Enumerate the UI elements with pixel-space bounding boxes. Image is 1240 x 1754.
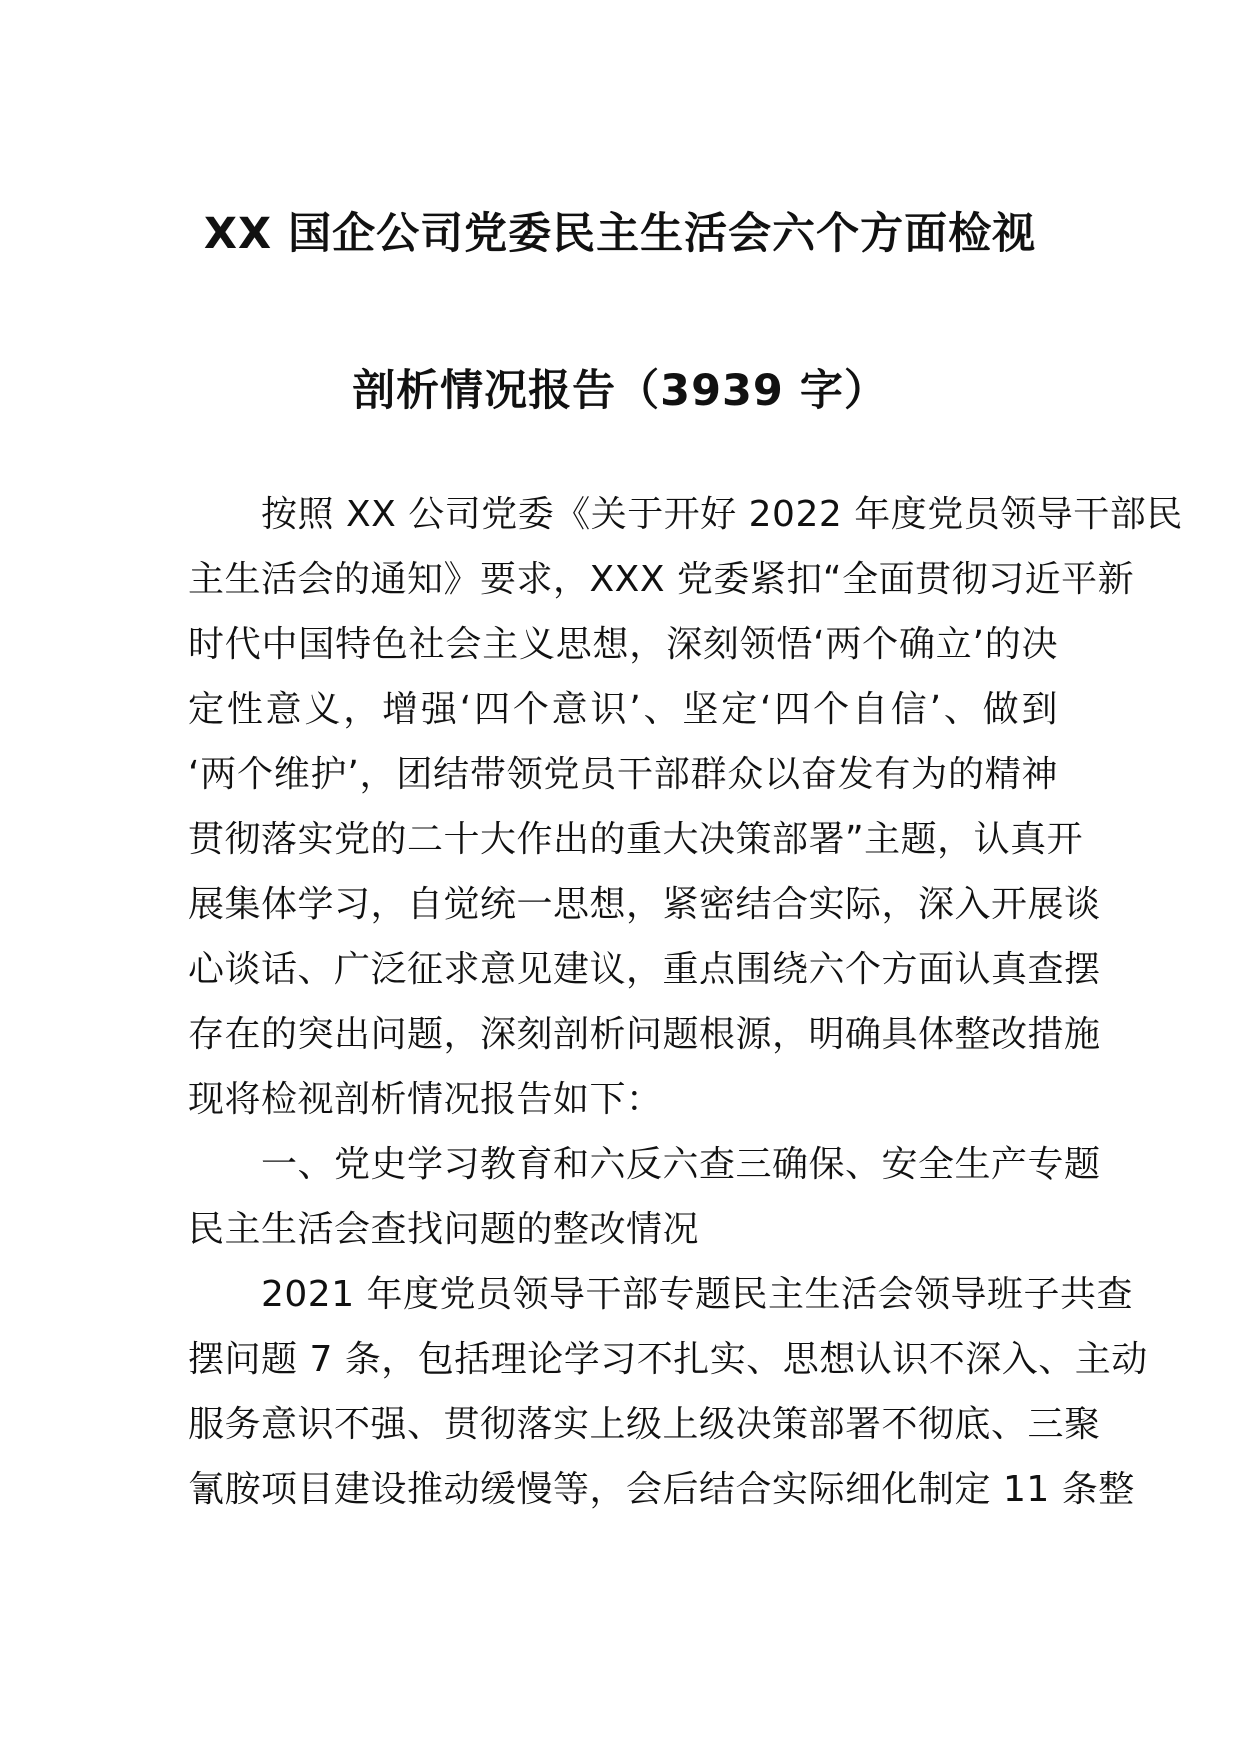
body-line: 时代中国特色社会主义思想，深刻领悟‘两个确立’的决: [188, 624, 1058, 665]
body-line: 按照 XX 公司党委《关于开好 2022 年度党员领导干部民: [188, 494, 1183, 535]
body-line: 主生活会的通知》要求，XXX 党委紧扣“全面贯彻习近平新: [188, 559, 1135, 600]
body-line: 存在的突出问题，深刻剖析问题根源，明确具体整改措施: [188, 1014, 1101, 1055]
body-line: 2021 年度党员领导干部专题民主生活会领导班子共查: [188, 1274, 1134, 1315]
body-line: 定性意义，增强‘四个意识’、坚定‘四个自信’、做到: [188, 689, 1058, 730]
body-line: 心谈话、广泛征求意见建议，重点围绕六个方面认真查摆: [188, 949, 1101, 990]
body-line: 服务意识不强、贯彻落实上级上级决策部署不彻底、三聚: [188, 1404, 1101, 1445]
body-line: 摆问题 7 条，包括理论学习不扎实、思想认识不深入、主动: [188, 1339, 1148, 1380]
body-line: 现将检视剖析情况报告如下：: [188, 1079, 663, 1120]
body-line: 展集体学习，自觉统一思想，紧密结合实际，深入开展谈: [188, 884, 1101, 925]
body-line: 贯彻落实党的二十大作出的重大决策部署”主题，认真开: [188, 819, 1084, 860]
section-heading-line: 民主生活会查找问题的整改情况: [188, 1209, 700, 1250]
body-line: ‘两个维护’，团结带领党员干部群众以奋发有为的精神: [188, 754, 1058, 795]
section-heading-line: 一、党史学习教育和六反六查三确保、安全生产专题: [188, 1144, 1101, 1185]
document-title-line-1: XX 国企公司党委民主生活会六个方面检视: [203, 209, 1037, 259]
body-line: 氰胺项目建设推动缓慢等，会后结合实际细化制定 11 条整: [188, 1469, 1135, 1510]
document-body: [188, 482, 1183, 1522]
document-title-line-2: 剖析情况报告（3939 字）: [352, 366, 888, 416]
